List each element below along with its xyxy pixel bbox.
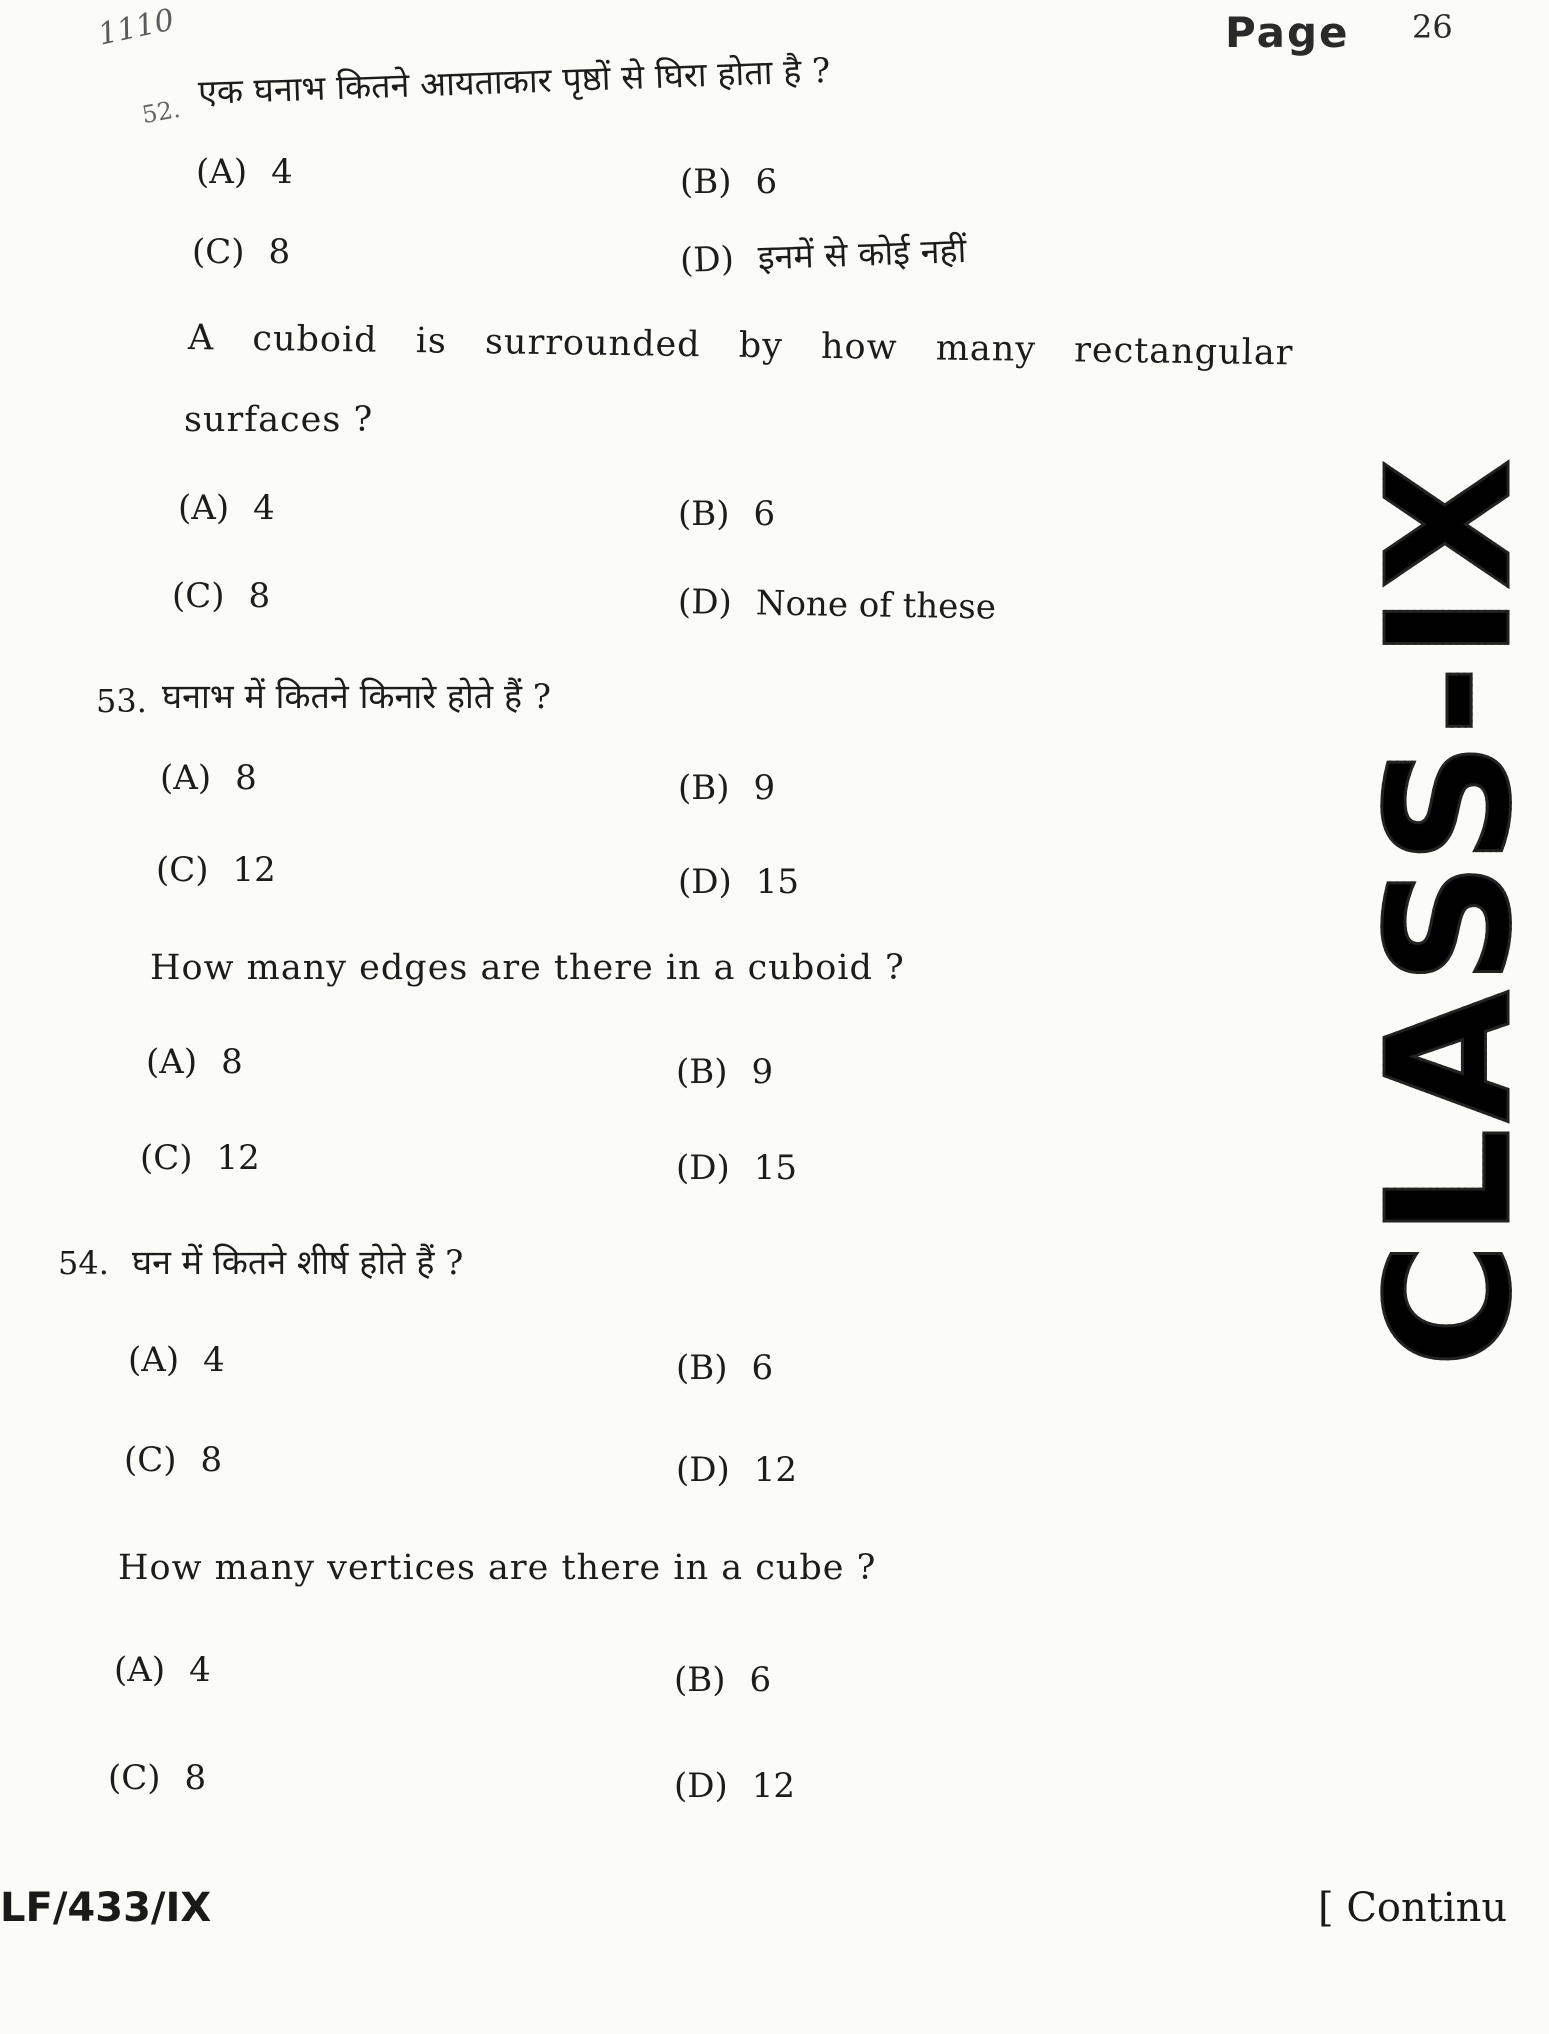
question-english-text: A cuboid is surrounded by how many rectangular bbox=[187, 318, 1294, 374]
question-english-text-cont: surfaces ? bbox=[184, 400, 374, 440]
option-d: (D) 15 bbox=[676, 1148, 798, 1188]
paper-code: LF/433/IX bbox=[0, 1885, 212, 1931]
option-c: (C) 8 bbox=[124, 1440, 223, 1480]
handwritten-mark: 1110 bbox=[95, 2, 178, 53]
option-c: (C) 12 bbox=[156, 850, 276, 890]
option-b: (B) 9 bbox=[676, 1052, 774, 1092]
question-hindi-text: घन में कितने शीर्ष होते हैं ? bbox=[132, 1243, 464, 1283]
question-number: 54. bbox=[58, 1244, 109, 1282]
option-a: (A) 4 bbox=[114, 1650, 211, 1690]
page-number: 26 bbox=[1412, 8, 1453, 46]
option-d: (D) 12 bbox=[674, 1766, 796, 1806]
option-d: (D) 15 bbox=[678, 862, 800, 902]
option-c: (C) 8 bbox=[172, 576, 271, 616]
option-a: (A) 4 bbox=[196, 152, 293, 192]
option-b: (B) 6 bbox=[680, 162, 778, 202]
class-watermark: CLASS-IX bbox=[1351, 452, 1549, 1368]
option-b: (B) 6 bbox=[678, 494, 776, 534]
page-label: Page bbox=[1225, 8, 1350, 57]
option-a: (A) 4 bbox=[128, 1340, 225, 1380]
question-hindi-text: घनाभ में कितने किनारे होते हैं ? bbox=[162, 677, 552, 717]
option-c: (C) 12 bbox=[140, 1138, 260, 1178]
question-number: 52. bbox=[139, 94, 183, 130]
option-d: (D) इनमें से कोई नहीं bbox=[679, 231, 968, 281]
question-english-text: How many edges are there in a cuboid ? bbox=[150, 948, 905, 988]
option-a: (A) 8 bbox=[160, 758, 257, 798]
option-c: (C) 8 bbox=[108, 1758, 207, 1798]
option-d: (D) None of these bbox=[677, 582, 997, 628]
question-hindi-text: एक घनाभ कितने आयताकार पृष्ठों से घिरा होता है ? bbox=[197, 50, 831, 113]
option-c: (C) 8 bbox=[192, 232, 291, 272]
option-a: (A) 8 bbox=[146, 1042, 243, 1082]
question-english-text: How many vertices are there in a cube ? bbox=[118, 1548, 877, 1588]
option-a: (A) 4 bbox=[178, 488, 275, 528]
option-b: (B) 6 bbox=[674, 1660, 772, 1700]
option-b: (B) 6 bbox=[676, 1348, 774, 1388]
question-number: 53. bbox=[96, 682, 147, 720]
option-b: (B) 9 bbox=[678, 768, 776, 808]
continued-label: [ Continu bbox=[1318, 1885, 1508, 1931]
option-d: (D) 12 bbox=[676, 1450, 798, 1490]
